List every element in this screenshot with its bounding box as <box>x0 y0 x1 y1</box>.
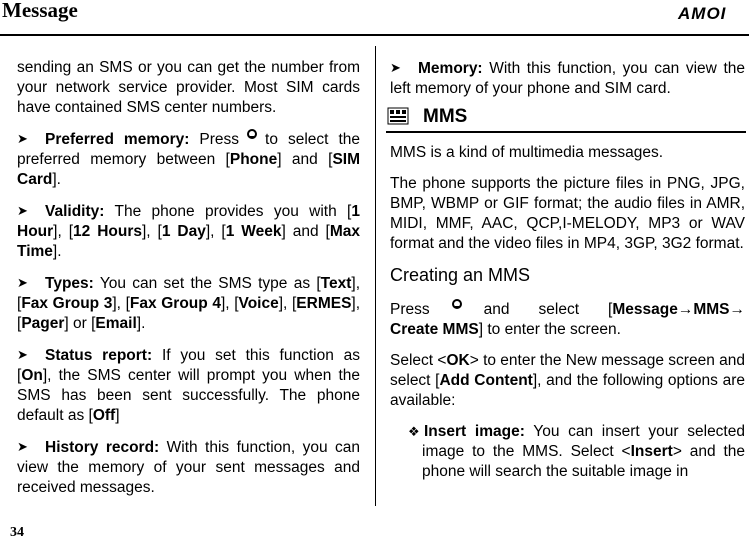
select-ok-instruction: Select <OK> to enter the New message screen and select [Add Content], and the following options are available: <box>390 352 746 409</box>
diamond-bullet-icon: ❖ <box>408 424 420 439</box>
intro-paragraph: sending an SMS or you can get the number from your network service provider. Most SIM cards have contained SMS center numbers. <box>17 59 360 116</box>
mms-heading-text: MMS <box>423 106 468 127</box>
logo-text: AMOI <box>678 4 727 23</box>
arrow-bullet-icon: ➤ <box>390 60 401 75</box>
arrow-bullet-icon: ➤ <box>17 347 28 362</box>
arrow-bullet-icon: ➤ <box>17 131 28 146</box>
preferred-memory-item: ➤ Preferred memory: Press to select the preferred memory between [Phone] and [SIM Card]. <box>17 131 361 188</box>
arrow-bullet-icon: ➤ <box>17 203 28 218</box>
validity-item: ➤ Validity: The phone provides you with [1 Hour], [12 Hours], [1 Day], [1 Week] and [Max Time]. <box>17 203 360 260</box>
mms-description: MMS is a kind of multimedia messages. <box>390 144 664 161</box>
amoi-logo <box>676 1 736 23</box>
page-header-title: Message <box>2 0 78 22</box>
creating-mms-heading: Creating an MMS <box>390 265 531 285</box>
status-report-item: ➤ Status report: If you set this function as [On], the SMS center will prompt you when the SMS has been sent successfully. The phone default as [Off] <box>17 347 361 424</box>
message-icon <box>387 105 411 127</box>
ok-key-icon <box>452 299 462 309</box>
memory-item: ➤ Memory: With this function, you can view the left memory of your phone and SIM card. <box>390 60 745 97</box>
types-item: ➤ Types: You can set the SMS type as [Text], [Fax Group 3], [Fax Group 4], [Voice], [ERMES], [Pager] or [Email]. <box>17 275 361 332</box>
supported-formats: The phone supports the picture files in PNG, JPG, BMP, WBMP or GIF format; the audio files in AMR, MIDI, MMF, AAC, QCP,I-MELODY, MP3 or WAV format and the video files in MP4, 3GP, 3G2 format. <box>390 175 745 252</box>
insert-image-item: ❖ Insert image: You can insert your selected image to the MMS. Select <Insert> and the phone will search the suitable image in <box>408 423 745 480</box>
page-number: 34 <box>10 525 24 540</box>
history-record-item: ➤ History record: With this function, you can view the memory of your sent messages and received messages. <box>17 439 360 496</box>
press-instruction: Press and select [Message→MMS→ Create MMS] to enter the screen. <box>390 301 745 338</box>
header-rule <box>0 34 749 36</box>
arrow-bullet-icon: ➤ <box>17 275 28 290</box>
mms-heading-rule <box>386 131 746 133</box>
right-column <box>390 58 745 493</box>
column-divider <box>375 46 376 506</box>
left-column <box>17 58 360 509</box>
arrow-bullet-icon: ➤ <box>17 439 28 454</box>
ok-key-icon <box>247 129 257 139</box>
mms-section-heading <box>387 105 745 135</box>
